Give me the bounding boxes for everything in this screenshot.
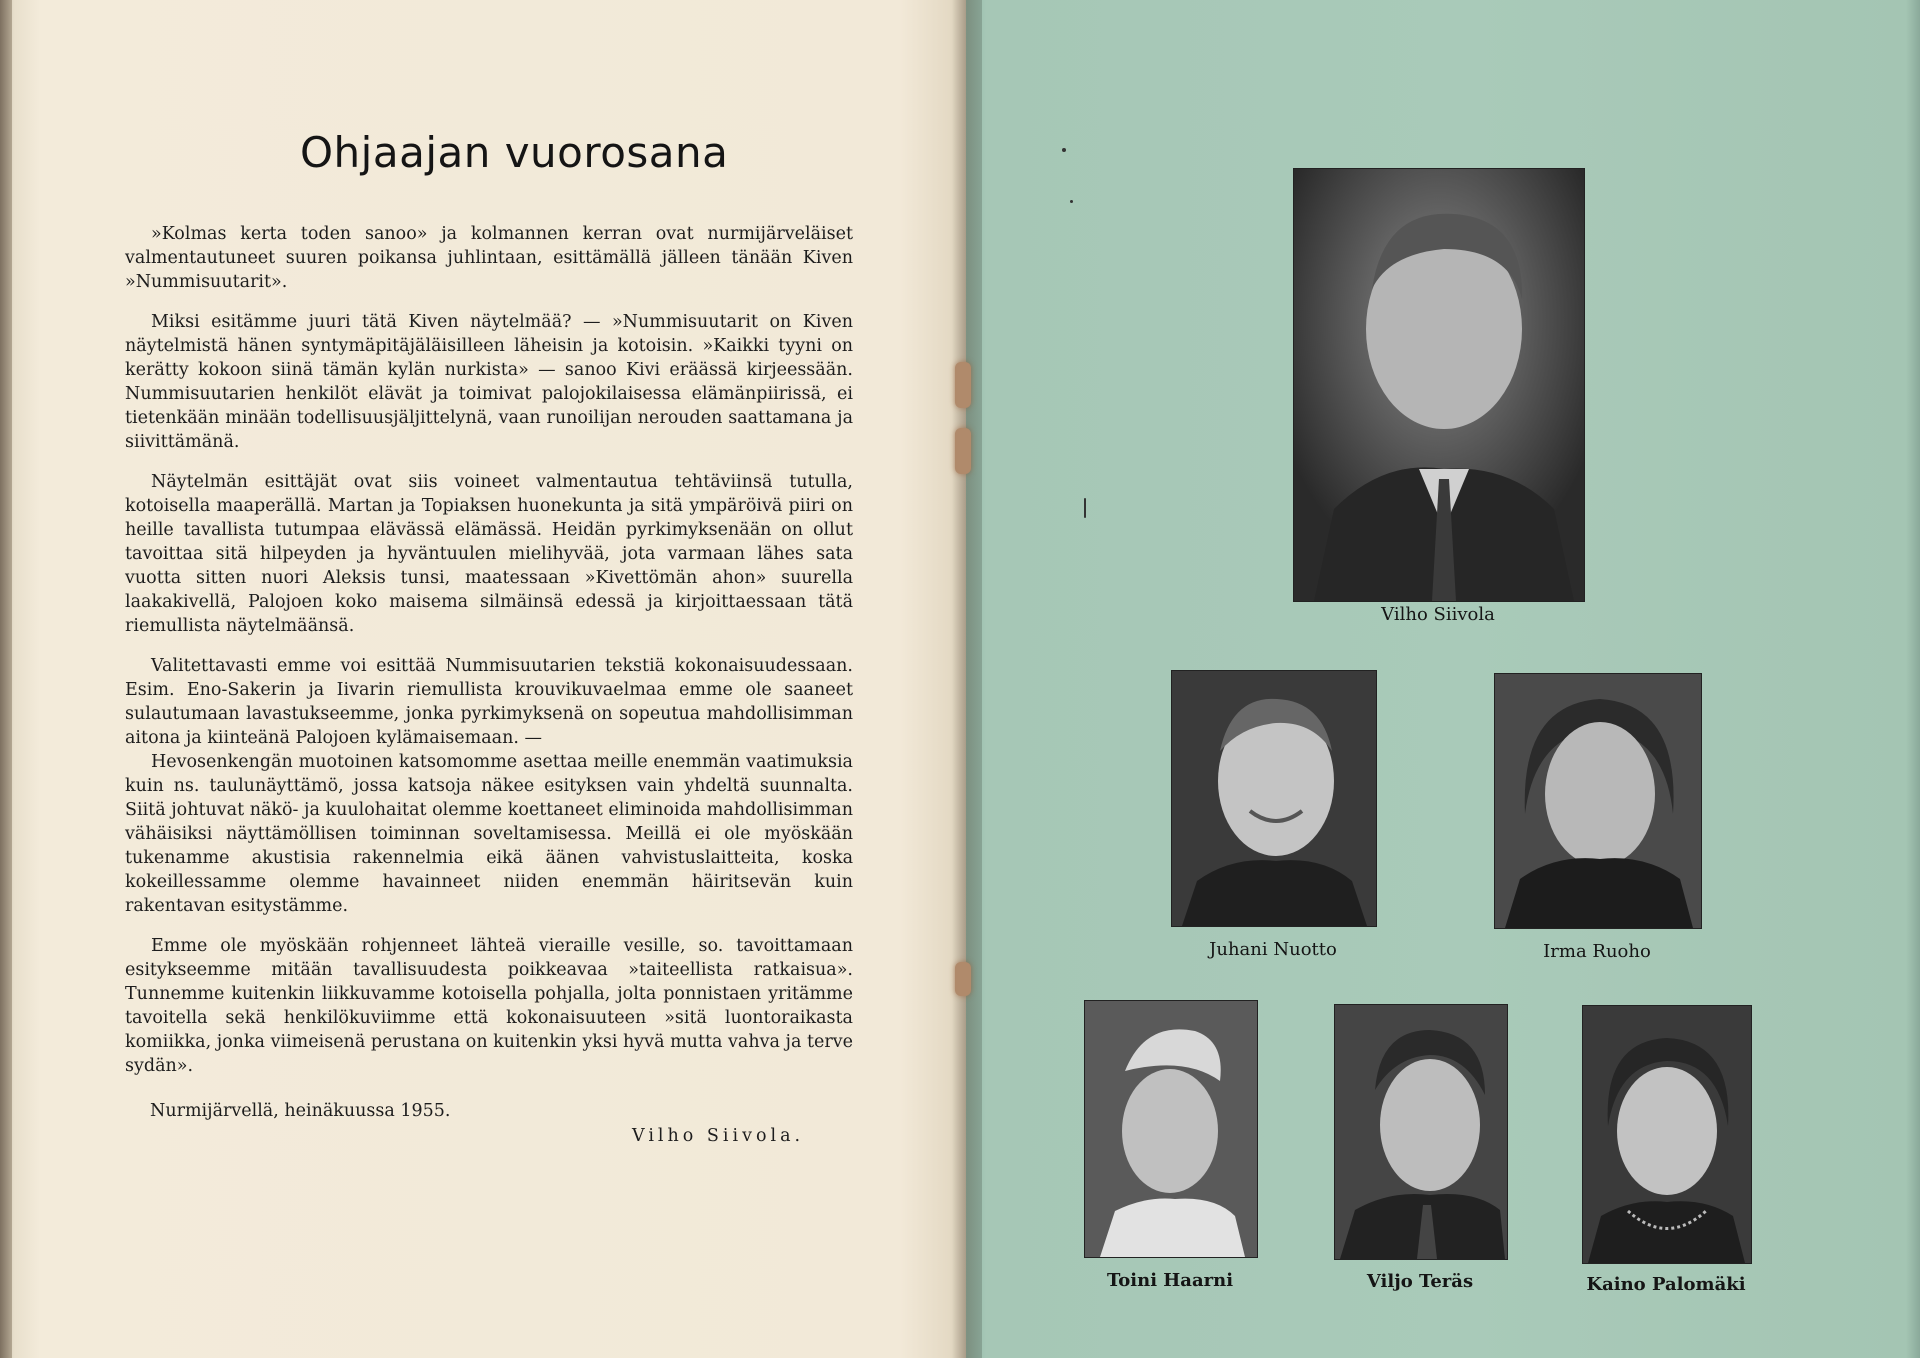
paragraph: »Kolmas kerta toden sanoo» ja kolmannen kerran ovat nurmijärveläiset valmentautuneet suuren poikansa juhlintaan, esittämällä jälleen tänään Kiven »Nummisuutarit». — [125, 224, 853, 292]
portrait-photo — [1334, 1004, 1508, 1260]
dateline: Nurmijärvellä, heinäkuussa 1955. — [150, 1101, 451, 1121]
portrait-caption: Viljo Teräs — [1366, 1271, 1474, 1292]
portrait-caption: Irma Ruoho — [1543, 941, 1651, 962]
paragraph: Emme ole myöskään rohjenneet lähteä vieraille vesille, so. tavoittamaan esitykseemme mitään tavallisuudesta poikkeavaa »taiteellista ratkaisua». Tunnemme kuitenkin liikkuvamme kotoisella pohjalla, jolta ponnistaen yritämme tavoitella sekä henkilökuviimme että kokonaisuuteen »sitä luontoraikasta komiikka, jonka viimeisenä perustana on kuitenkin yksi hyvä mutta vahva ja terve sydän». — [125, 936, 853, 1076]
paragraph: Valitettavasti emme voi esittää Nummisuutarien tekstiä kokonaisuudessaan. Esim. Eno-Sakerin ja Iivarin riemullista krouvikuvaelmaa emme ole saaneet sulautumaan lavastukseemme, jonka pyrkimyksenä on sopeutua mahdollisimman aitona ja kiinteänä Palojoen kylämaisemaan. — — [125, 656, 853, 748]
paper-speck — [1070, 200, 1073, 203]
paragraph: Näytelmän esittäjät ovat siis voineet valmentautua tehtäviinsä tutulla, kotoisella maaperällä. Martan ja Topiaksen huonekunta ja sitä ympäröivä piiri on heille tavallista tutumpaa elävässä elämässä. Heidän pyrkimyksenään on ollut tavoittaa sitä hilpeyden ja hyväntuulen mielihyvää, jota varmaan lähes sata vuotta sitten nuori Aleksis tunsi, maatessaan »Kivettömän ahon» suurella laakakivellä, Palojoen koko maisema silmäinsä edessä ja kirjoittaessaan tätä riemullista näytelmäänsä. — [125, 472, 853, 636]
portrait-photo — [1293, 168, 1585, 602]
page-title: Ohjaajan vuorosana — [300, 128, 729, 177]
paper-speck — [1062, 148, 1066, 152]
article-body — [125, 222, 853, 1094]
portrait-silhouette — [1335, 1005, 1507, 1259]
portrait-photo — [1494, 673, 1702, 929]
portrait-silhouette — [1085, 1001, 1257, 1257]
paragraph: Hevosenkengän muotoinen katsomomme asettaa meille enemmän vaatimuksia kuin ns. taulunäyttämö, jossa katsoja näkee esityksen vain yhdeltä suunnalta. Siitä johtuvat näkö- ja kuulohaitat olemme koettaneet eliminoida mahdollisimman vähäisiksi näyttämöllisen toiminnan soveltamisessa. Meillä ei ole myöskään tukenamme akustisia rakennelmia eikä äänen vahvistuslaitteita, koska kokeillessamme olemme havainneet niiden enemmän häiritsevän kuin rakentavan esitystämme. — [125, 752, 853, 916]
portrait-photo — [1582, 1005, 1752, 1264]
portrait-caption: Kaino Palomäki — [1586, 1274, 1746, 1295]
staple — [955, 362, 971, 408]
portrait-caption: Toini Haarni — [1106, 1270, 1234, 1291]
portrait-caption: Juhani Nuotto — [1209, 939, 1337, 960]
paragraph: Miksi esitämme juuri tätä Kiven näytelmää? — »Nummisuutarit on Kiven näytelmistä hänen syntymäpitäjäläisilleen läheisin ja kotoisin. »Kaikki tyyni on kerätty kokoon siinä tämän kylän nurkista» — sanoo Kivi eräässä kirjeessään. Nummisuutarien henkilöt elävät ja toimivat palojokilaisessa elämänpiirissä, ei tietenkään minään todellisuusjäljittelynä, vaan runoilijan nerouden saattamana ja siivittämänä. — [125, 312, 853, 452]
right-page — [966, 0, 1920, 1358]
book-gutter — [952, 0, 982, 1358]
portrait-photo — [1084, 1000, 1258, 1258]
portrait-silhouette — [1294, 169, 1584, 601]
paper-speck — [1084, 498, 1086, 518]
portrait-silhouette — [1495, 674, 1701, 928]
portrait-silhouette — [1583, 1006, 1751, 1263]
staple — [955, 962, 971, 996]
signature: Vilho Siivola. — [632, 1126, 805, 1146]
portrait-caption: Vilho Siivola — [1381, 604, 1495, 625]
portrait-silhouette — [1172, 671, 1376, 926]
page-edge — [0, 0, 12, 1358]
staple — [955, 428, 971, 474]
portrait-photo — [1171, 670, 1377, 927]
